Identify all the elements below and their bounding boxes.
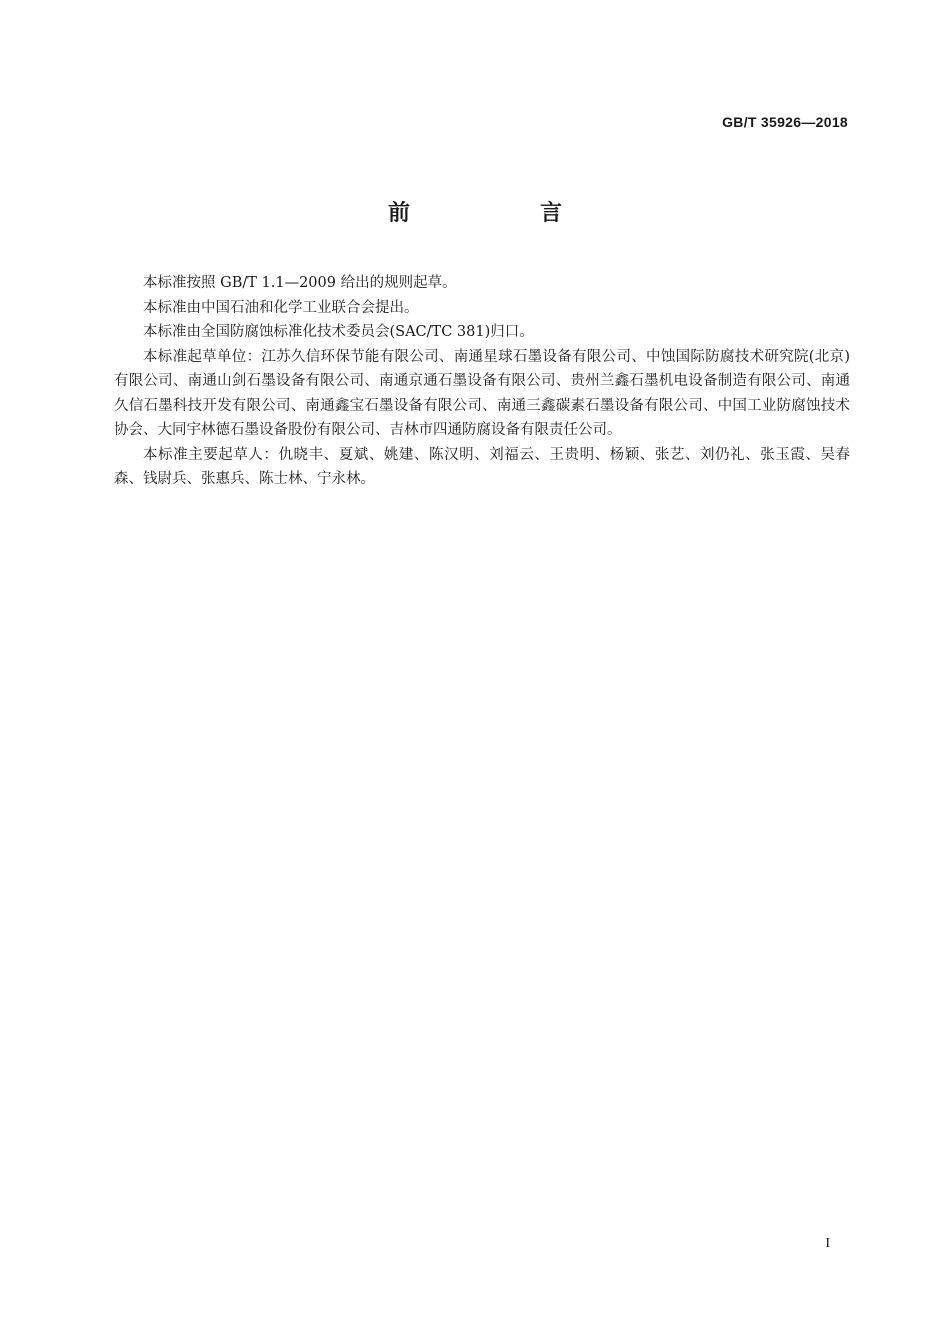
paragraph-drafting-units: 本标准起草单位：江苏久信环保节能有限公司、南通星球石墨设备有限公司、中蚀国际防腐技术研究院(北京)有限公司、南通山剑石墨设备有限公司、南通京通石墨设备有限公司、贵州兰鑫石墨机电设备制造有限公司、南通久信石墨科技开发有限公司、南通鑫宝石墨设备有限公司、南通三鑫碳素石墨设备有限公司、中国工业防腐蚀技术协会、大同宇林德石墨设备股份有限公司、吉林市四通防腐设备有限责任公司。 — [114, 348, 850, 438]
paragraph-drafters: 本标准主要起草人：仇晓丰、夏斌、姚建、陈汉明、刘福云、王贵明、杨颖、张艺、刘仍礼、张玉霞、吴春森、钱尉兵、张惠兵、陈士林、宁永林。 — [114, 446, 850, 487]
paragraph-drafting-rules: 本标准按照 GB/T 1.1—2009 给出的规则起草。 — [143, 275, 457, 291]
standard-number: GB/T 35926—2018 — [722, 114, 848, 130]
paragraph-centralized-management: 本标准由全国防腐蚀标准化技术委员会(SAC/TC 381)归口。 — [143, 324, 534, 340]
paragraph-proposer: 本标准由中国石油和化学工业联合会提出。 — [143, 299, 419, 316]
foreword-body — [114, 271, 850, 492]
page-title: 前 言 — [387, 201, 616, 226]
page-number: I — [825, 1236, 830, 1251]
